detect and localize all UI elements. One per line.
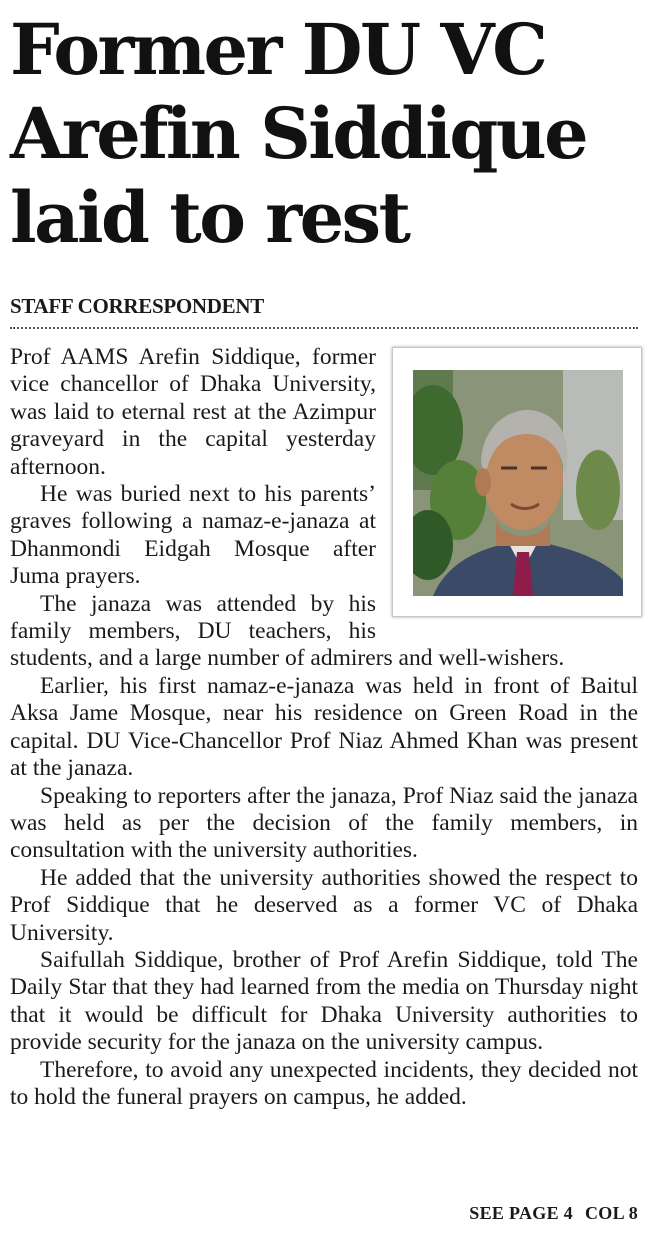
paragraph: Saifullah Siddique, brother of Prof Arefin Siddique, told The Daily Star that they had learned from the media on Thursday night that it would be difficult for Dhaka University authorities to provide security for the janaza on the university campus. xyxy=(10,946,638,1056)
paragraph: Speaking to reporters after the janaza, Prof Niaz said the janaza was held as per the decision of the family members, in consultation with the university authorities. xyxy=(10,782,638,864)
article-body xyxy=(10,344,638,1111)
headline xyxy=(10,8,650,260)
paragraph: He added that the university authorities showed the respect to Prof Siddique that he deserved as a former VC of Dhaka University. xyxy=(10,864,638,946)
continued-page: SEE PAGE 4 xyxy=(469,1203,573,1223)
paragraph: Earlier, his first namaz-e-janaza was held in front of Baitul Aksa Jame Mosque, near his residence on Green Road in the capital. DU Vice-Chancellor Prof Niaz Ahmed Khan was present at the janaza. xyxy=(10,672,638,782)
continued-column: COL 8 xyxy=(584,1203,638,1223)
portrait-photo-icon xyxy=(413,370,623,596)
paragraph: He was buried next to his parents’ graves following a namaz-e-janaza at Dhanmondi Eidgah Mosque after Juma prayers. xyxy=(10,481,376,590)
paragraph: Prof AAMS Arefin Siddique, former vice chancellor of Dhaka University, was laid to eternal rest at the Azimpur graveyard in the capital yesterday afternoon. xyxy=(10,344,376,480)
paragraph: The janaza was attended by his family members, DU teachers, his students, and a large number of admirers and well-wishers. xyxy=(10,590,565,672)
headline-line-2: Arefin Siddique xyxy=(10,92,587,175)
continued-reference xyxy=(469,1203,638,1224)
headline-line-3: laid to rest xyxy=(10,176,409,259)
paragraph: Therefore, to avoid any unexpected incidents, they decided not to hold the funeral prayers on campus, he added. xyxy=(10,1056,638,1110)
portrait-photo xyxy=(392,347,642,617)
byline: STAFF CORRESPONDENT xyxy=(10,294,264,318)
headline-line-1: Former DU VC xyxy=(10,8,546,91)
dotted-divider xyxy=(10,327,638,329)
